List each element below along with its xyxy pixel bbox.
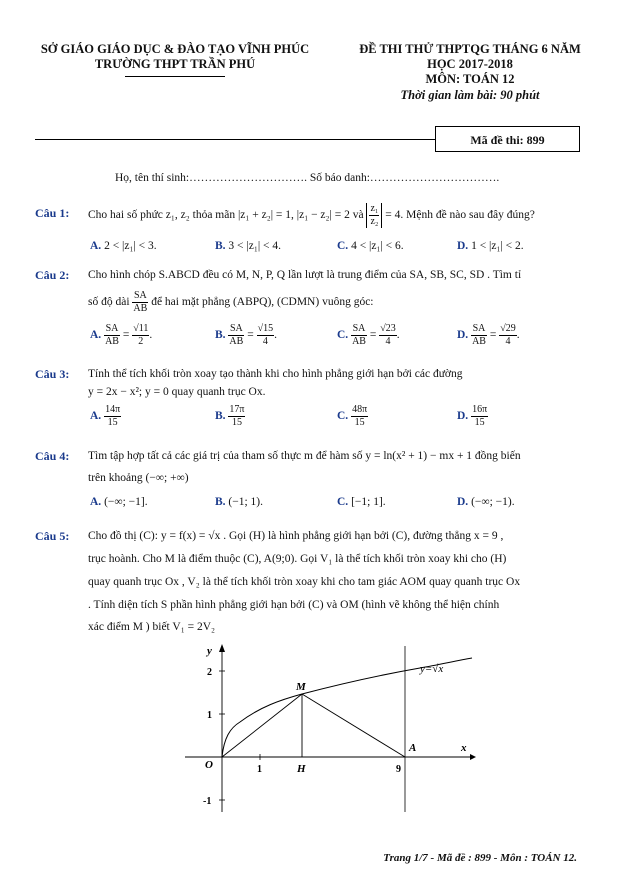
subject: MÔN: TOÁN 12 [425,72,515,86]
q1-option-d[interactable]: D. 1 < |z₁| < 2. [457,240,524,252]
question-2-text: Cho hình chóp S.ABCD đều có M, N, P, Q lần lượt là trung điểm của SA, SB, SC, SD . Tìm tỉ [88,269,522,281]
school-underline [125,76,225,77]
point-a-label: A [409,742,417,754]
sqrt-graph-figure [180,640,480,815]
point-h-label: H [297,763,306,775]
q1-option-c[interactable]: C. 4 < |z₁| < 6. [337,240,404,252]
tick-label-x1: 1 [257,764,262,775]
q1-frac-den: z₂ [370,216,379,227]
q3-option-d[interactable]: D. $\frac{16\pi}{15}$ [457,404,488,428]
department-name: SỞ GIÁO GIÁO DỤC & ĐÀO TẠO VĨNH PHÚC [40,42,310,56]
q1-option-b[interactable]: B. 3 < |z₁| < 4. [215,240,281,252]
q3-option-a[interactable]: A. $\frac{14\pi}{15}$ [90,404,121,428]
tick-label-y1: 1 [207,710,212,721]
q1-frac-num: z₁ [370,203,379,214]
tick-label-x9: 9 [396,764,401,775]
origin-label: O [205,759,213,771]
question-3-text: Tính thể tích khối tròn xoay tạo thành khi cho hình phẳng giới hạn bởi các đường [88,368,463,380]
question-5-line-5: xác điểm M ) biết V₁ = 2V₂ [88,621,216,633]
segment-om [222,694,302,757]
q1-stem: Cho hai số phức z₁, z₂ thỏa mãn |z₁ + z₂| = 1, |z₁ − z₂| = 2 và [88,209,364,222]
y-axis-arrow-icon [219,644,225,652]
q2-option-c[interactable]: C. $\frac{SA}{AB}$ = $\frac{√23}{4}$ . [337,323,400,347]
q1-abs-fraction [366,203,382,228]
question-1-text [88,203,578,228]
tick-label-ym1: -1 [203,796,212,807]
x-axis-label: x [461,742,467,754]
q4-option-b[interactable]: B. (−1; 1). [215,496,264,508]
question-5-line-2: trục hoành. Cho M là điểm thuộc (C), A(9;0). Gọi V₁ là thể tích khối tròn xoay khi cho (H) [88,553,507,565]
segment-ma [302,694,405,757]
question-5-line-4: . Tính diện tích S phần hình phẳng giới hạn bởi (C) và OM (hình vẽ không thể hiện chính [88,599,500,611]
question-5-line-1: Cho đồ thị (C): y = f(x) = √x . Gọi (H) là hình phẳng giới hạn bởi (C), đường thẳng x = 9 , [88,530,504,542]
question-2-text-2: số độ dài $\frac{SA}{AB}$ để hai mặt phẳng (ABPQ), (CDMN) vuông góc: [88,290,374,314]
q1-option-a[interactable]: A. 2 < |z₁| < 3. [90,240,157,252]
question-3-text-2: y = 2x − x²; y = 0 quay quanh trục Ox. [88,386,266,398]
school-year: HỌC 2017-2018 [427,57,513,71]
q4-option-d[interactable]: D. (−∞; −1). [457,496,515,508]
candidate-info-line: Họ, tên thí sinh:…………………………. Số báo danh:……………………………. [115,172,500,184]
question-1-label: Câu 1: [35,206,70,220]
y-axis-label: y [207,645,212,657]
q4-option-a[interactable]: A. (−∞; −1]. [90,496,148,508]
q2-option-a[interactable]: A. $\frac{SA}{AB}$ = $\frac{√11}{2}$ . [90,323,153,347]
question-3-label: Câu 3: [35,367,70,381]
x-axis-arrow-icon [470,754,476,760]
page-footer: Trang 1/7 - Mã đề : 899 - Môn : TOÁN 12. [383,852,577,864]
question-4-text: Tìm tập hợp tất cả các giá trị của tham số thực m để hàm số y = ln(x² + 1) − mx + 1 đồng biến [88,450,521,462]
school-name: TRƯỜNG THPT TRẦN PHÚ [94,57,256,71]
question-5-line-3: quay quanh trục Ox , V₂ là thể tích khối tròn xoay khi cho tam giác AOM quay quanh trục Ox [88,576,521,588]
q2-option-d[interactable]: D. $\frac{SA}{AB}$ = $\frac{√29}{4}$ . [457,323,520,347]
q2-option-b[interactable]: B. $\frac{SA}{AB}$ = $\frac{√15}{4}$ . [215,323,277,347]
tick-label-y2: 2 [207,667,212,678]
q3-option-c[interactable]: C. $\frac{48\pi}{15}$ [337,404,368,428]
q1-stem-end: = 4. Mệnh đề nào sau đây đúng? [385,209,535,222]
question-4-text-2: trên khoảng (−∞; +∞) [88,472,189,484]
question-2-label: Câu 2: [35,268,70,282]
question-5-label: Câu 5: [35,529,70,543]
exam-title: ĐỀ THI THỬ THPTQG THÁNG 6 NĂM [359,42,581,56]
exam-code-box: Mã đề thi: 899 [435,126,580,152]
exam-time: Thời gian làm bài: 90 phút [400,88,540,102]
point-m-label: M [296,681,306,693]
header-rule [35,139,435,140]
question-4-label: Câu 4: [35,449,70,463]
curve-label: y=√x [420,663,444,675]
q4-option-c[interactable]: C. [−1; 1]. [337,496,386,508]
q3-option-b[interactable]: B. $\frac{17\pi}{15}$ [215,404,245,428]
